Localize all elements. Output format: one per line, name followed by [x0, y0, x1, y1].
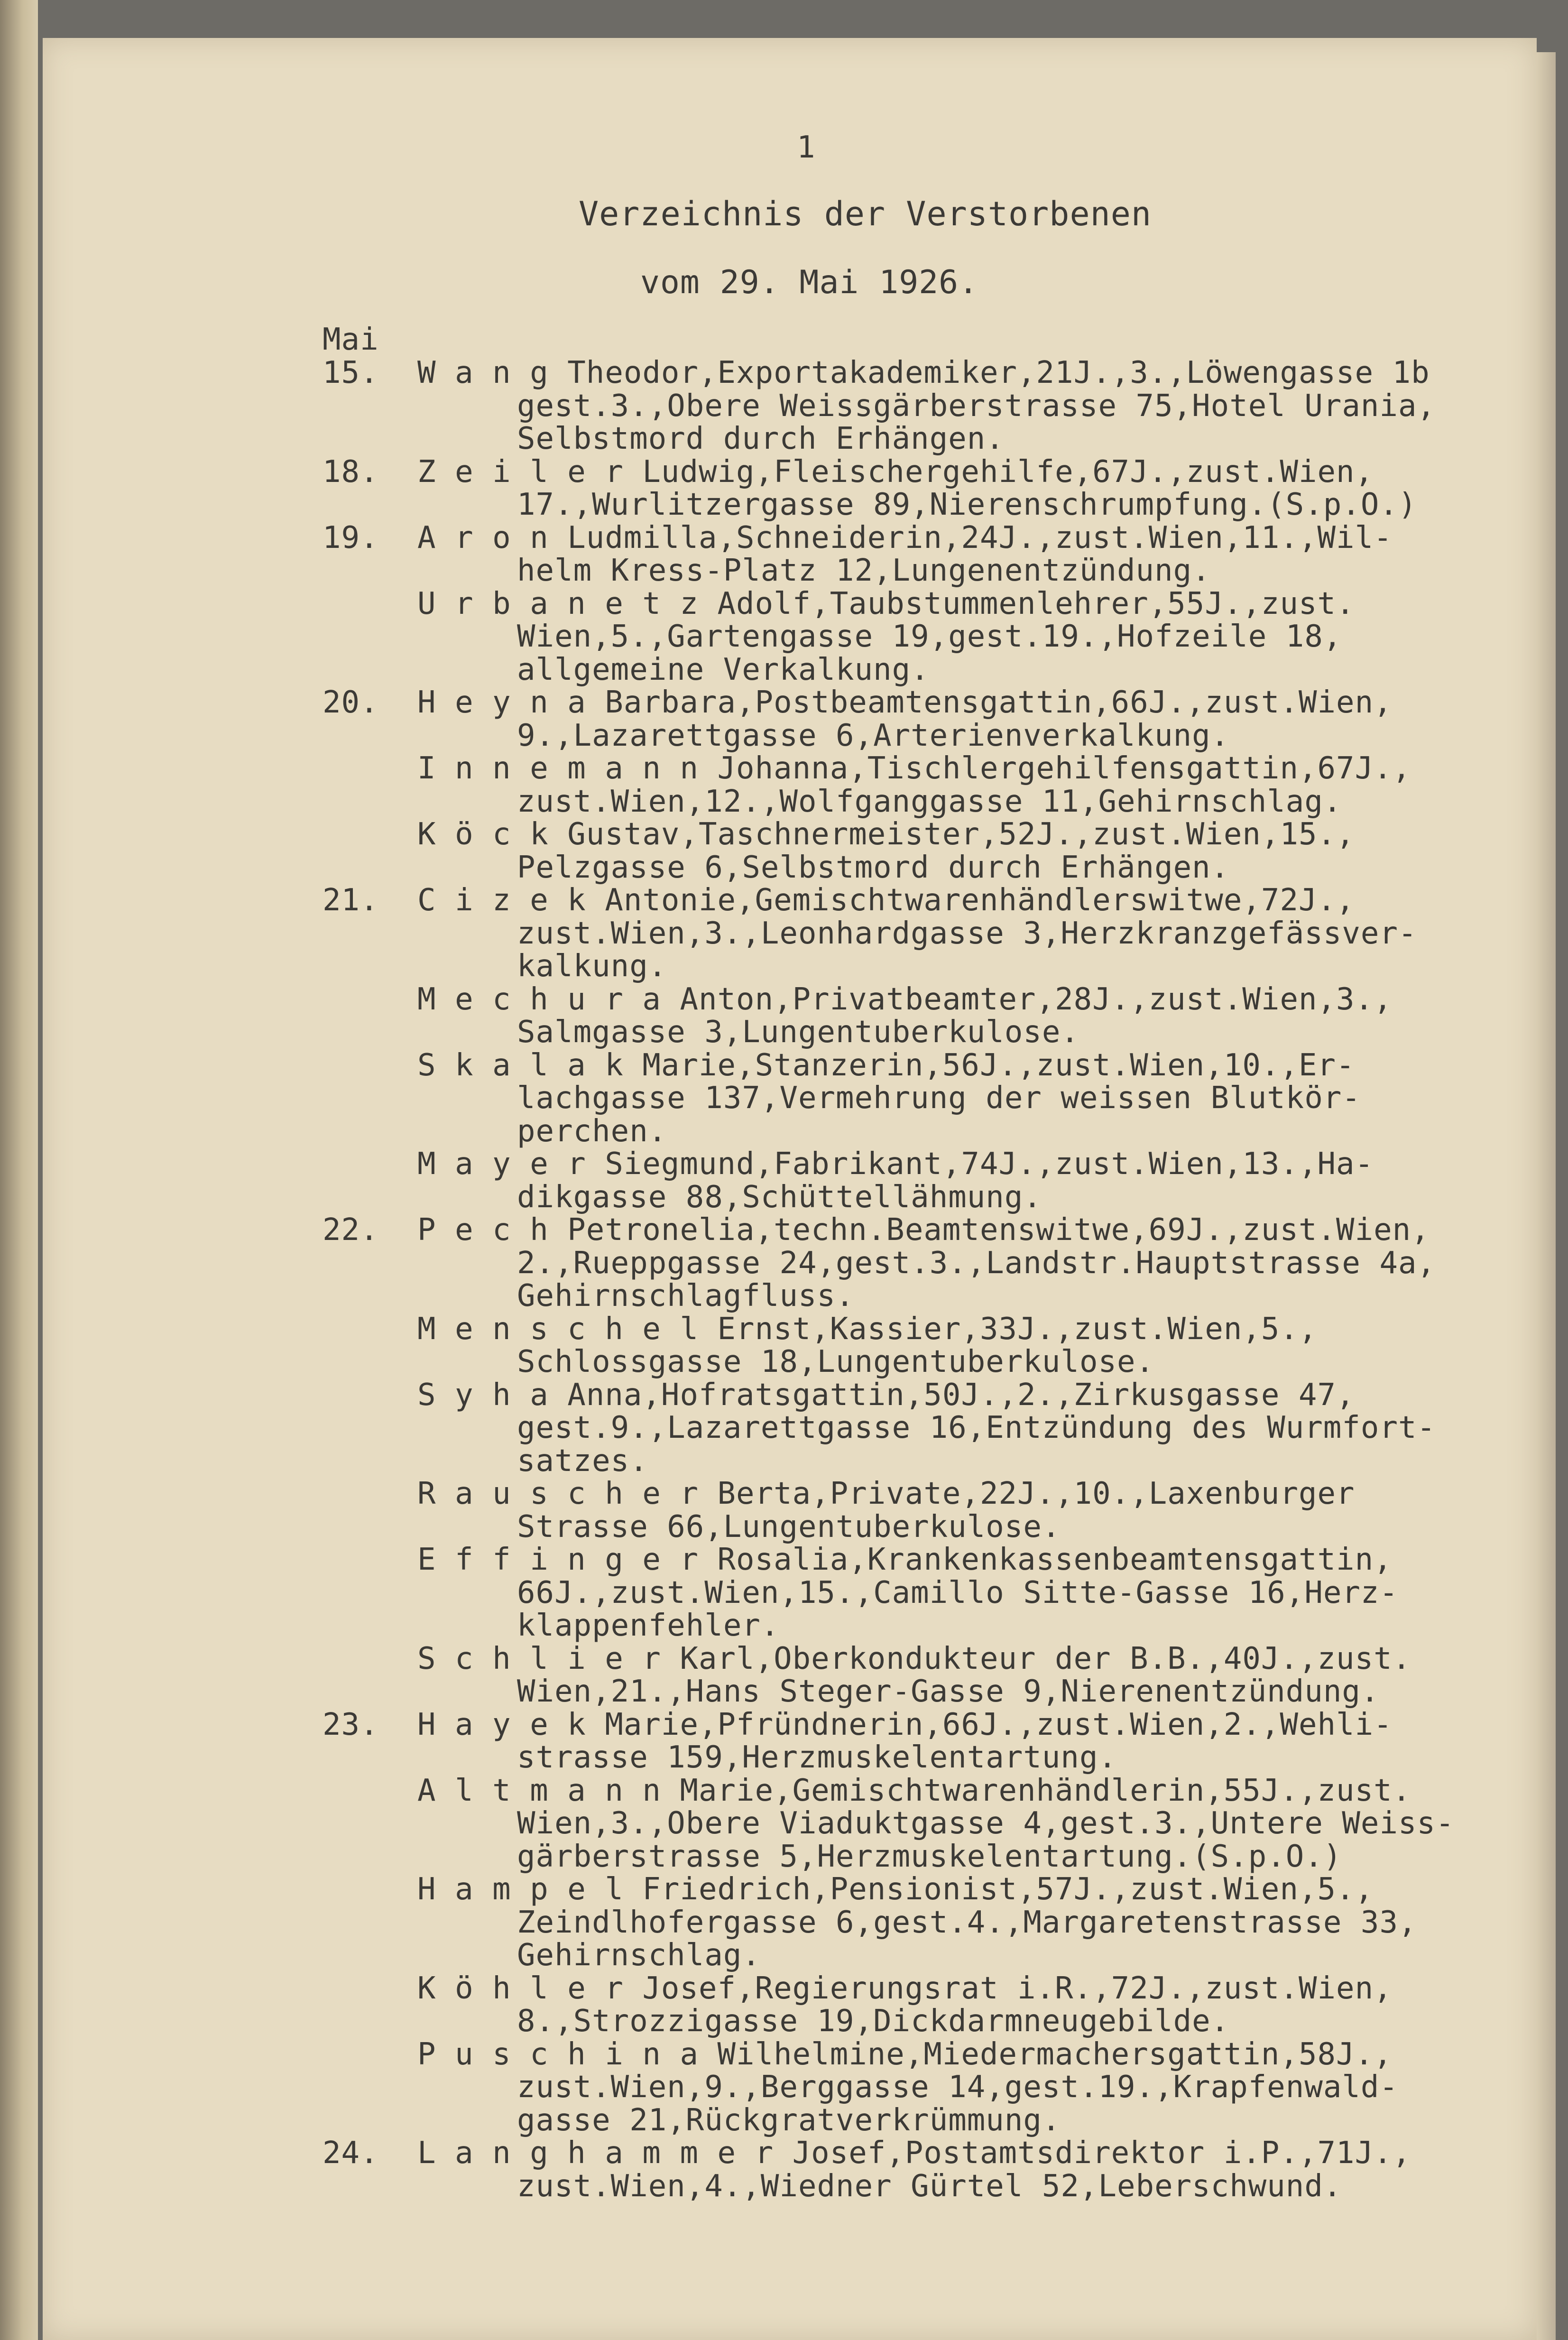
- entry-continuation-line: dikgasse 88,Schüttellähmung.: [517, 1179, 1042, 1215]
- entry-continuation-line: klappenfehler.: [517, 1608, 780, 1643]
- entry-first-line: H a m p e l Friedrich,Pensionist,57J.,zust.Wien,5.,: [417, 1872, 1374, 1907]
- entry-continuation-line: 9.,Lazarettgasse 6,Arterienverkalkung.: [517, 718, 1230, 753]
- entry-first-line: K ö h l e r Josef,Regierungsrat i.R.,72J.,zust.Wien,: [417, 1970, 1393, 2006]
- entry-first-line: K ö c k Gustav,Taschnermeister,52J.,zust.Wien,15.,: [417, 817, 1355, 852]
- entry-continuation-line: Salmgasse 3,Lungentuberkulose.: [517, 1015, 1079, 1050]
- page-number: 1: [797, 130, 816, 165]
- entry-first-line: C i z e k Antonie,Gemischtwarenhändlerswitwe,72J.,: [417, 883, 1355, 918]
- entry-day: 15.: [323, 355, 379, 390]
- entry-day: 23.: [323, 1707, 379, 1742]
- entry-first-line: E f f i n g e r Rosalia,Krankenkassenbeamtensgattin,: [417, 1542, 1393, 1577]
- entry-continuation-line: zust.Wien,12.,Wolfganggasse 11,Gehirnschlag.: [517, 784, 1342, 819]
- entry-continuation-line: Strasse 66,Lungentuberkulose.: [517, 1509, 1061, 1545]
- entry-continuation-line: gärberstrasse 5,Herzmuskelentartung.(S.p.O.): [517, 1839, 1342, 1874]
- entry-day: 18.: [323, 454, 379, 490]
- entry-continuation-line: zust.Wien,3.,Leonhardgasse 3,Herzkranzgefässver-: [517, 916, 1417, 951]
- entry-continuation-line: kalkung.: [517, 949, 667, 984]
- entry-continuation-line: allgemeine Verkalkung.: [517, 652, 930, 687]
- entry-first-line: S c h l i e r Karl,Oberkondukteur der B.B.,40J.,zust.: [417, 1641, 1411, 1676]
- entry-continuation-line: Pelzgasse 6,Selbstmord durch Erhängen.: [517, 850, 1230, 885]
- document-page: [43, 38, 1537, 2340]
- entry-continuation-line: 66J.,zust.Wien,15.,Camillo Sitte-Gasse 16,Herz-: [517, 1575, 1398, 1610]
- entry-first-line: H e y n a Barbara,Postbeamtensgattin,66J.,zust.Wien,: [417, 685, 1393, 720]
- entry-continuation-line: Zeindlhofergasse 6,gest.4.,Margaretenstrasse 33,: [517, 1905, 1417, 1940]
- entry-first-line: S y h a Anna,Hofratsgattin,50J.,2.,Zirkusgasse 47,: [417, 1377, 1355, 1413]
- entry-first-line: L a n g h a m m e r Josef,Postamtsdirektor i.P.,71J.,: [417, 2136, 1411, 2171]
- entry-first-line: P u s c h i n a Wilhelmine,Miedermachersgattin,58J.,: [417, 2036, 1393, 2072]
- book-spine-edge: [0, 0, 38, 2340]
- entry-continuation-line: 17.,Wurlitzergasse 89,Nierenschrumpfung.(S.p.O.): [517, 487, 1417, 522]
- entry-first-line: Z e i l e r Ludwig,Fleischergehilfe,67J.,zust.Wien,: [417, 454, 1374, 490]
- entry-continuation-line: gest.3.,Obere Weissgärberstrasse 75,Hotel Urania,: [517, 388, 1436, 424]
- entry-day: 22.: [323, 1212, 379, 1248]
- entry-first-line: S k a l a k Marie,Stanzerin,56J.,zust.Wien,10.,Er-: [417, 1047, 1355, 1083]
- entry-continuation-line: Wien,5.,Gartengasse 19,gest.19.,Hofzeile 18,: [517, 619, 1342, 654]
- entry-continuation-line: lachgasse 137,Vermehrung der weissen Blutkör-: [517, 1081, 1361, 1116]
- entry-day: 20.: [323, 685, 379, 720]
- entry-day: 21.: [323, 883, 379, 918]
- entry-first-line: M a y e r Siegmund,Fabrikant,74J.,zust.Wien,13.,Ha-: [417, 1147, 1374, 1182]
- entry-first-line: A l t m a n n Marie,Gemischtwarenhändlerin,55J.,zust.: [417, 1773, 1411, 1808]
- entry-first-line: A r o n Ludmilla,Schneiderin,24J.,zust.Wien,11.,Wil-: [417, 520, 1393, 555]
- entry-continuation-line: gest.9.,Lazarettgasse 16,Entzündung des Wurmfort-: [517, 1410, 1436, 1445]
- entry-day: 24.: [323, 2136, 379, 2171]
- entry-continuation-line: perchen.: [517, 1113, 667, 1149]
- entry-first-line: M e c h u r a Anton,Privatbeamter,28J.,zust.Wien,3.,: [417, 981, 1393, 1017]
- entry-first-line: R a u s c h e r Berta,Private,22J.,10.,Laxenburger: [417, 1476, 1355, 1511]
- entry-first-line: I n n e m a n n Johanna,Tischlergehilfensgattin,67J.,: [417, 751, 1411, 786]
- entry-continuation-line: satzes.: [517, 1443, 648, 1479]
- month-label: Mai: [323, 322, 379, 357]
- entry-first-line: U r b a n e t z Adolf,Taubstummenlehrer,55J.,zust.: [417, 586, 1355, 621]
- document-title: Verzeichnis der Verstorbenen: [579, 194, 1152, 233]
- entry-first-line: W a n g Theodor,Exportakademiker,21J.,3.,Löwengasse 1b: [417, 355, 1430, 390]
- entry-continuation-line: helm Kress-Platz 12,Lungenentzündung.: [517, 553, 1211, 588]
- entry-continuation-line: Wien,3.,Obere Viaduktgasse 4,gest.3.,Untere Weiss-: [517, 1806, 1455, 1841]
- entry-continuation-line: Wien,21.,Hans Steger-Gasse 9,Nierenentzündung.: [517, 1674, 1380, 1709]
- entry-continuation-line: zust.Wien,4.,Wiedner Gürtel 52,Leberschwund.: [517, 2168, 1342, 2204]
- entry-continuation-line: strasse 159,Herzmuskelentartung.: [517, 1740, 1117, 1775]
- entry-continuation-line: Gehirnschlag.: [517, 1938, 761, 1973]
- entry-day: 19.: [323, 520, 379, 555]
- entry-continuation-line: Schlossgasse 18,Lungentuberkulose.: [517, 1344, 1155, 1379]
- entry-continuation-line: zust.Wien,9.,Berggasse 14,gest.19.,Krapfenwald-: [517, 2070, 1398, 2105]
- entry-continuation-line: 2.,Rueppgasse 24,gest.3.,Landstr.Hauptstrasse 4a,: [517, 1245, 1436, 1281]
- entry-continuation-line: 8.,Strozzigasse 19,Dickdarmneugebilde.: [517, 2004, 1230, 2039]
- entry-first-line: H a y e k Marie,Pfründnerin,66J.,zust.Wien,2.,Wehli-: [417, 1707, 1393, 1742]
- entry-first-line: P e c h Petronelia,techn.Beamtenswitwe,69J.,zust.Wien,: [417, 1212, 1430, 1248]
- entry-continuation-line: gasse 21,Rückgratverkrümmung.: [517, 2102, 1061, 2138]
- entry-first-line: M e n s c h e l Ernst,Kassier,33J.,zust.Wien,5.,: [417, 1311, 1318, 1347]
- document-subtitle: vom 29. Mai 1926.: [640, 264, 978, 301]
- entry-continuation-line: Selbstmord durch Erhängen.: [517, 421, 1005, 456]
- entry-continuation-line: Gehirnschlagfluss.: [517, 1278, 855, 1313]
- page-stack-edge: [1537, 52, 1556, 2340]
